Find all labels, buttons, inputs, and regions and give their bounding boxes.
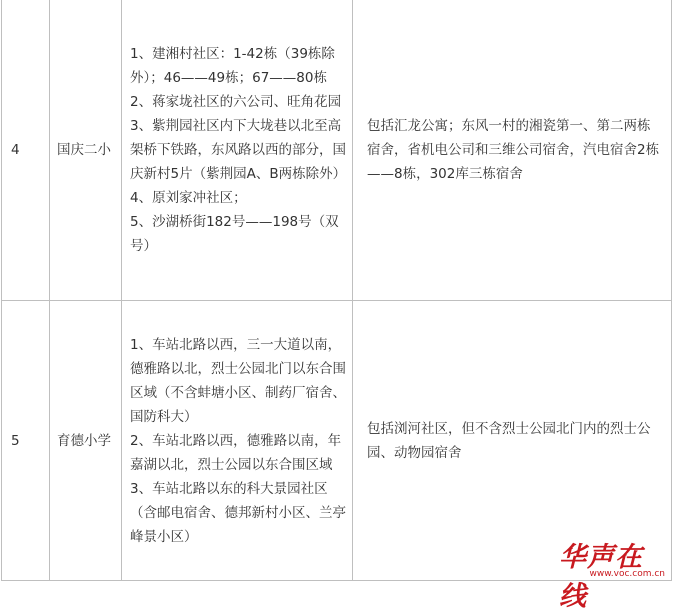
row-number: 5 bbox=[2, 301, 50, 581]
range-item: 5、沙湖桥街182号——198号（双号） bbox=[130, 213, 339, 254]
row-number: 4 bbox=[2, 0, 50, 301]
range-item: 4、原刘家冲社区； bbox=[130, 189, 247, 206]
watermark-title: 华声在线 bbox=[559, 542, 643, 612]
range-item: 1、建湘村社区：1-42栋（39栋除外）；46——49栋；67——80栋 bbox=[130, 45, 335, 86]
range-item: 2、车站北路以西，德雅路以南，年嘉湖以北，烈士公园以东合围区域 bbox=[130, 432, 342, 473]
school-name: 国庆二小 bbox=[50, 0, 122, 301]
district-range bbox=[122, 0, 353, 301]
range-item: 3、车站北路以东的科大景园社区（含邮电宿舍、德邦新村小区、兰亭峰景小区） bbox=[130, 480, 346, 545]
range-item: 2、蒋家垅社区的六公司、旺角花园 bbox=[130, 93, 342, 110]
school-district-table bbox=[1, 0, 672, 581]
voc-watermark-logo bbox=[559, 535, 669, 612]
watermark-url: www.voc.com.cn bbox=[589, 569, 665, 579]
district-range bbox=[122, 301, 353, 581]
range-item: 1、车站北路以西，三一大道以南，德雅路以北，烈士公园北门以东合围区域（不含蚌塘小区、制药厂宿舍、国防科大） bbox=[130, 336, 346, 425]
school-name: 育德小学 bbox=[50, 301, 122, 581]
district-note: 包括浏河社区，但不含烈士公园北门内的烈士公园、动物园宿舍 bbox=[353, 301, 672, 581]
table-row bbox=[2, 0, 672, 301]
district-note: 包括汇龙公寓；东风一村的湘瓷第一、第二两栋宿舍，省机电公司和三维公司宿舍，汽电宿舍2栋——8栋，302库三栋宿舍 bbox=[353, 0, 672, 301]
range-item: 3、紫荆园社区内下大垅巷以北至高架桥下铁路，东风路以西的部分，国庆新村5片（紫荆园A、B两栋除外） bbox=[130, 117, 347, 182]
